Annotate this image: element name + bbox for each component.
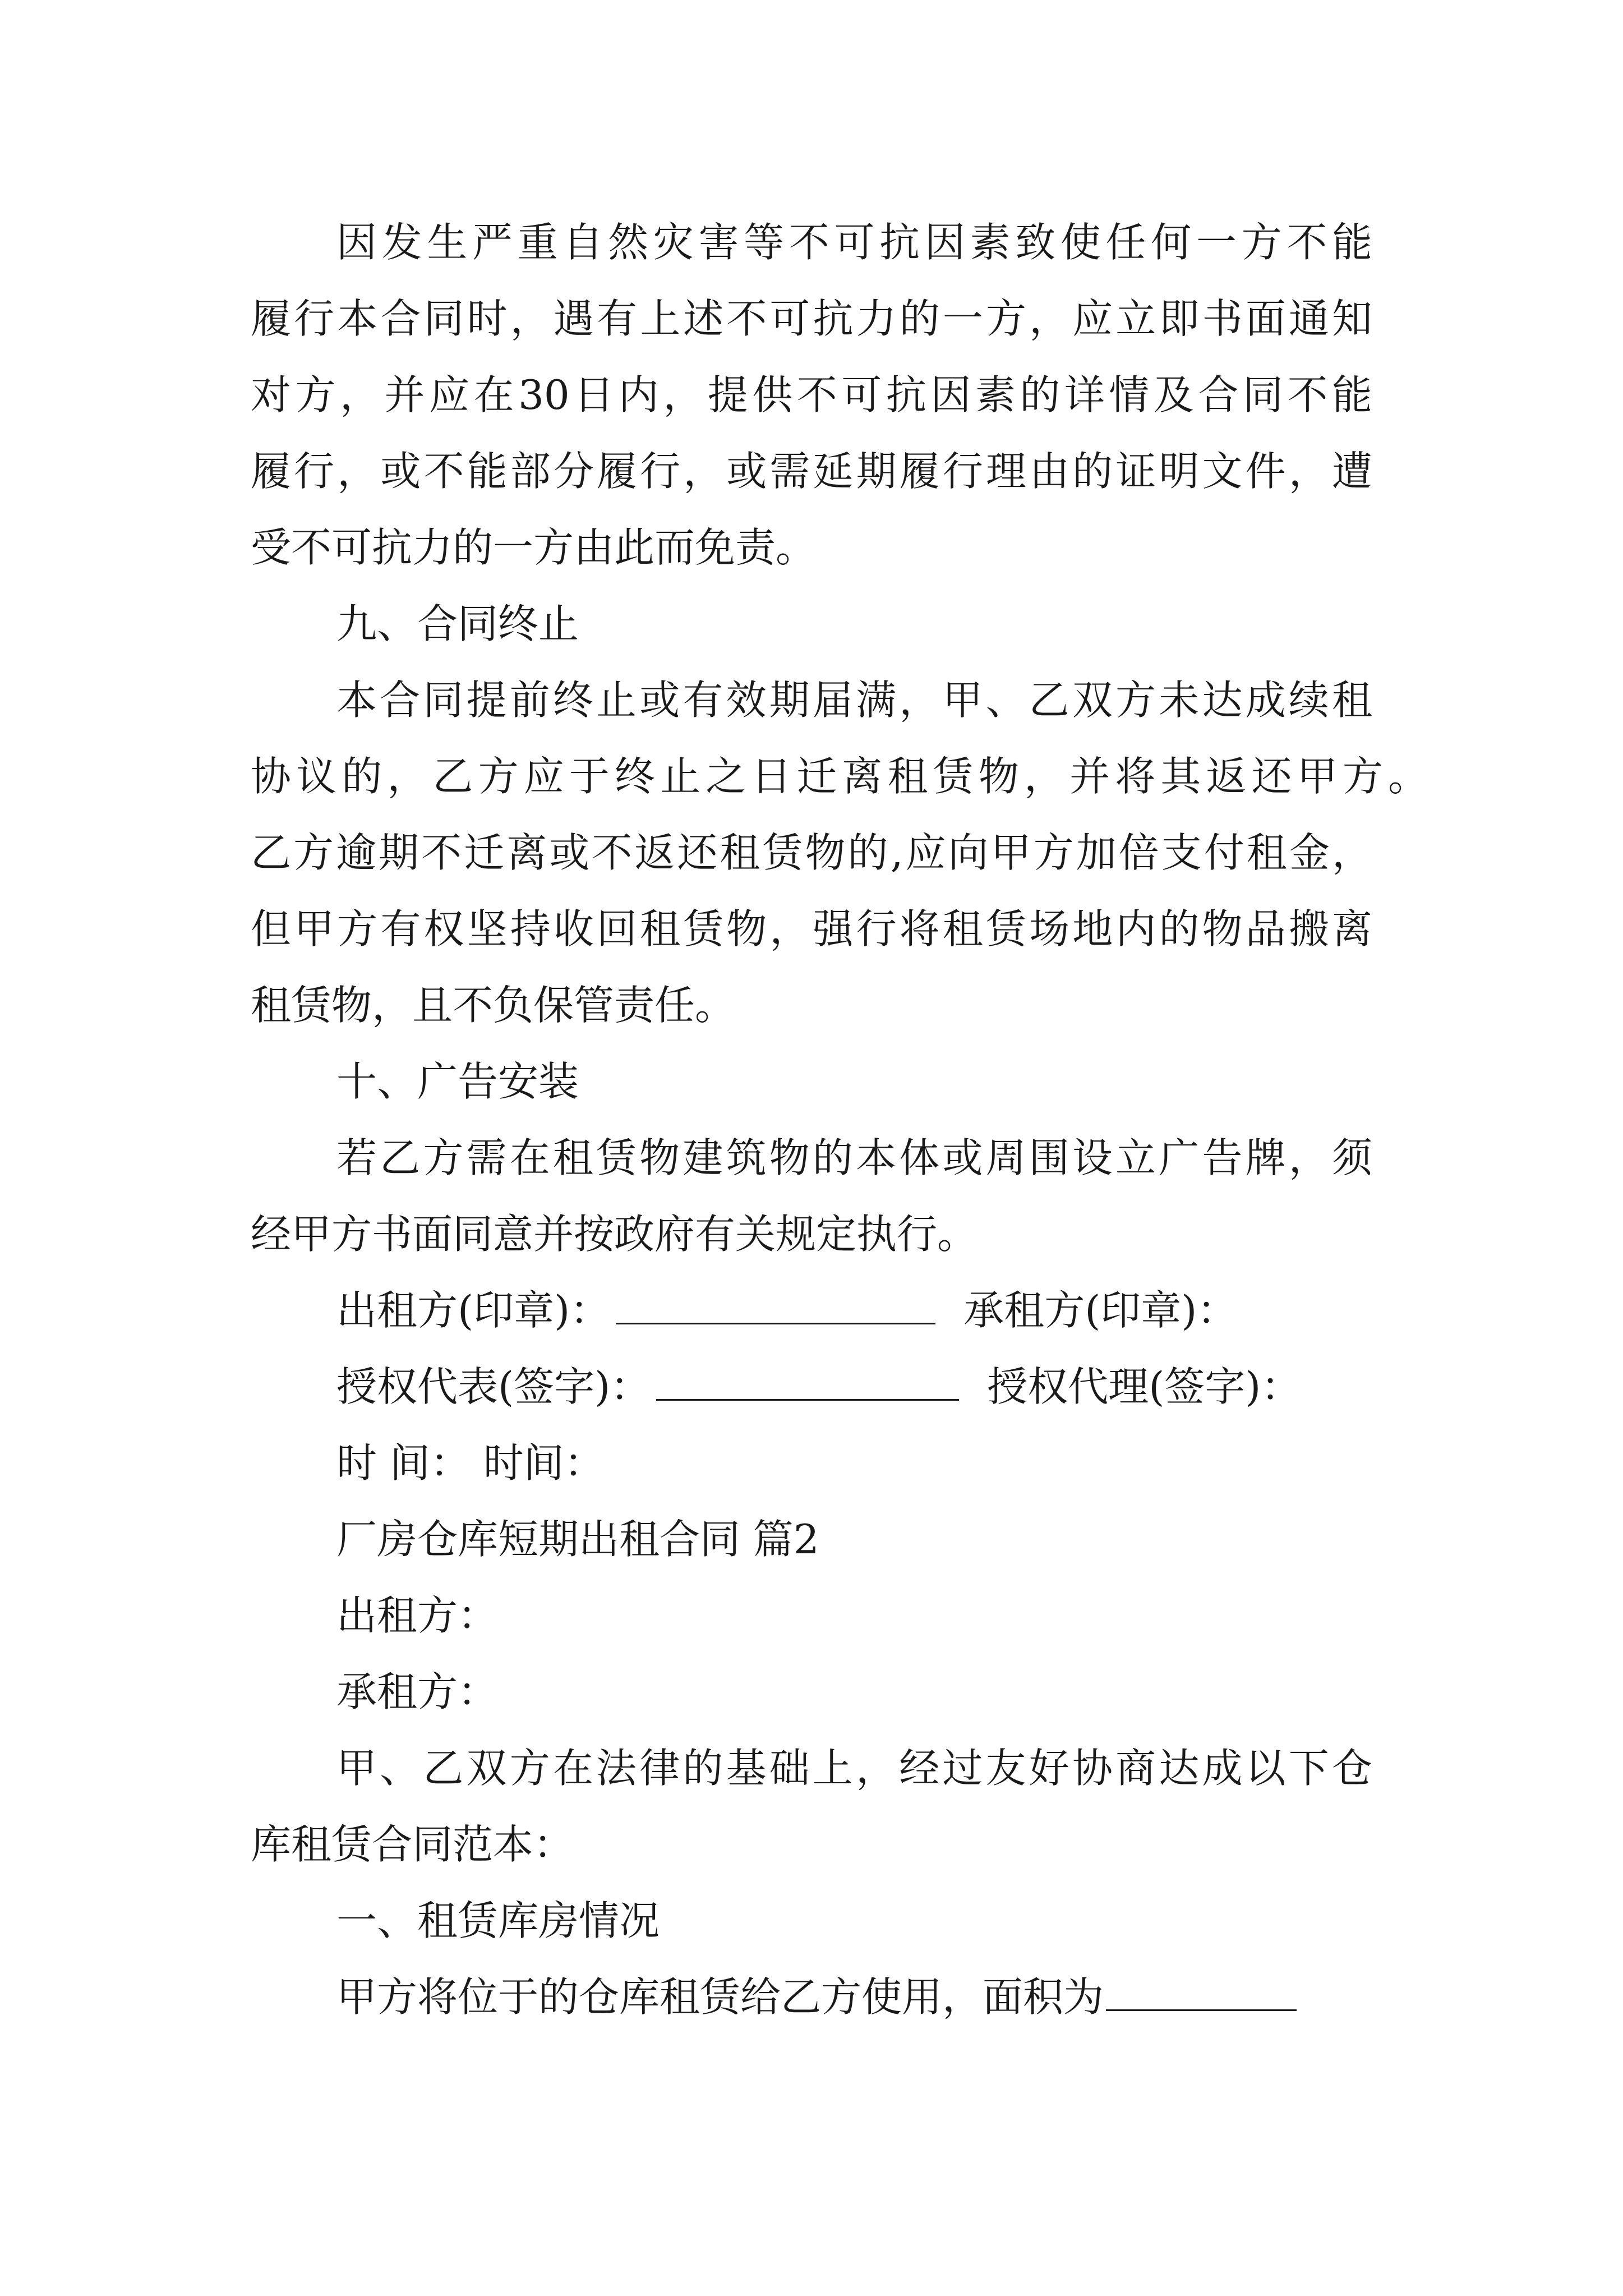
lessor-seal-label: 出租方(印章)： xyxy=(336,1287,611,1334)
paragraph-line: 对方，并应在30日内，提供不可抗因素的详情及合同不能 xyxy=(251,371,1372,418)
contract-title: 厂房仓库短期出租合同 篇2 xyxy=(336,1516,819,1563)
paragraph-line: 履行，或不能部分履行，或需延期履行理由的证明文件，遭 xyxy=(251,448,1372,495)
paragraph-line: 受不可抗力的一方由此而免责。 xyxy=(251,524,817,571)
section-heading: 九、合同终止 xyxy=(336,600,579,647)
paragraph-line: 乙方逾期不迁离或不返还租赁物的,应向甲方加倍支付租金， xyxy=(251,829,1372,876)
paragraph-line: 甲、乙双方在法律的基础上，经过友好协商达成以下仓 xyxy=(336,1745,1372,1792)
signature-row-sign xyxy=(336,1347,1301,1426)
paragraph-line: 因发生严重自然灾害等不可抗因素致使任何一方不能 xyxy=(336,219,1372,266)
paragraph-line: 若乙方需在租赁物建筑物的本体或周围设立广告牌，须 xyxy=(336,1134,1372,1181)
lessee-label: 承租方： xyxy=(336,1668,499,1715)
paragraph-text: 甲方将位于的仓库租赁给乙方使用，面积为 xyxy=(336,1973,1104,2021)
lessor-label: 出租方： xyxy=(336,1592,499,1639)
paragraph-line: 库租赁合同范本： xyxy=(251,1821,574,1868)
paragraph-line xyxy=(336,1958,1374,2036)
paragraph-line: 但甲方有权坚持收回租赁物，强行将租赁场地内的物品搬离 xyxy=(251,905,1372,953)
time-line: 时 间： 时间： xyxy=(336,1439,605,1487)
auth-agent-sign-label: 授权代理(签字)： xyxy=(987,1363,1302,1410)
paragraph-line: 本合同提前终止或有效期届满，甲、乙双方未达成续租 xyxy=(336,677,1372,724)
paragraph-line: 协议的，乙方应于终止之日迁离租赁物，并将其返还甲方。 xyxy=(251,753,1428,800)
paragraph-line: 履行本合同时，遇有上述不可抗力的一方，应立即书面通知 xyxy=(251,295,1372,342)
paragraph-line: 经甲方书面同意并按政府有关规定执行。 xyxy=(251,1211,978,1258)
paragraph-line: 租赁物，且不负保管责任。 xyxy=(251,982,736,1029)
lessor-seal-blank[interactable] xyxy=(616,1282,935,1324)
lessee-seal-label: 承租方(印章)： xyxy=(963,1287,1238,1334)
area-blank[interactable] xyxy=(1106,1969,1297,2011)
section-heading: 十、广告安装 xyxy=(336,1058,579,1105)
signature-row-seal xyxy=(336,1271,1237,1350)
auth-rep-sign-label: 授权代表(签字)： xyxy=(336,1363,651,1410)
section-heading: 一、租赁库房情况 xyxy=(336,1897,660,1944)
auth-rep-sign-blank[interactable] xyxy=(656,1359,959,1401)
